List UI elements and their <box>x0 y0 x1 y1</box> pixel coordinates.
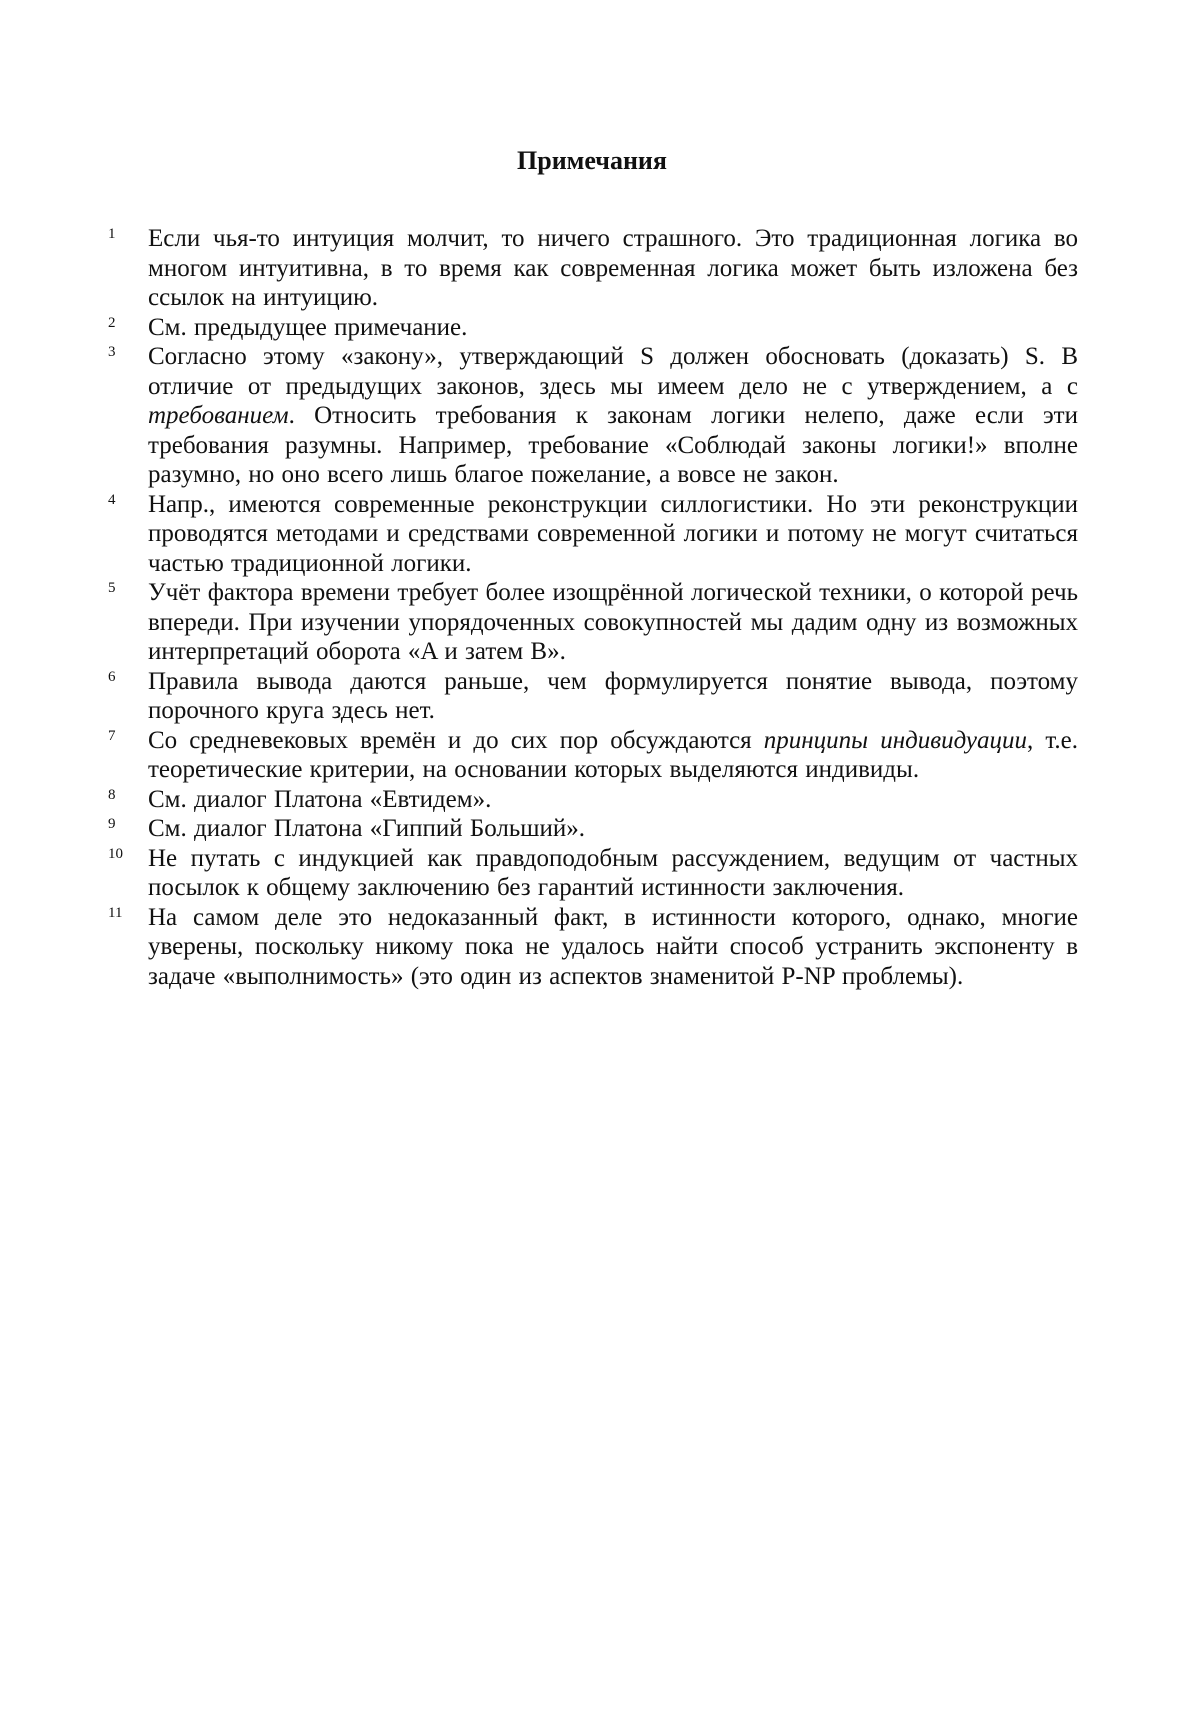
note-fragment: Не путать с индукцией как правдоподобным рассуждением, ведущим от частных посылок к общему заключению без гарантий истинности заключения. <box>148 844 1078 901</box>
note-fragment: Со средневековых времён и до сих пор обсуждаются <box>148 726 764 754</box>
note-item-2 <box>108 313 1078 343</box>
note-item-3 <box>108 342 1078 490</box>
note-item-5 <box>108 578 1078 667</box>
note-item-11 <box>108 903 1078 992</box>
note-emphasis: принципы индивидуации <box>763 726 1028 754</box>
note-number: 3 <box>108 344 116 360</box>
note-fragment: На самом деле это недоказанный факт, в истинности которого, однако, многие уверены, поскольку никому пока не удалось найти способ устранить экспоненту в задаче «выполнимость» (это один из аспектов знаменитой P-NP проблемы). <box>148 903 1078 990</box>
note-text <box>148 224 1078 313</box>
note-item-1 <box>108 224 1078 313</box>
note-fragment: См. предыдущее примечание. <box>148 313 468 341</box>
note-number: 11 <box>108 904 123 921</box>
note-fragment: Учёт фактора времени требует более изощрённой логической техники, о которой речь впереди. При изучении упорядоченных совокупностей мы дадим одну из возможных интерпретаций оборота «A и затем B». <box>148 579 1078 665</box>
note-text <box>148 313 1078 343</box>
note-number: 5 <box>108 580 116 596</box>
note-item-9 <box>108 814 1078 844</box>
note-text <box>148 726 1078 785</box>
page-title: Примечания <box>517 146 667 175</box>
note-fragment: . Относить требования к законам логики нелепо, даже если эти требования разумны. Например, требование «Соблюдай законы логики!» вполне разумно, но оно всего лишь благое пожелание, а вовсе не закон. <box>148 402 1078 488</box>
note-number: 6 <box>108 668 116 685</box>
note-item-7 <box>108 726 1078 785</box>
note-number: 1 <box>108 226 116 242</box>
note-item-8 <box>108 785 1078 815</box>
note-item-4 <box>108 490 1078 579</box>
note-number: 4 <box>108 491 116 508</box>
note-number: 2 <box>108 314 116 331</box>
note-number: 9 <box>108 816 116 832</box>
note-fragment: Напр., имеются современные реконструкции силлогистики. Но эти реконструкции проводятся методами и средствами современной логики и потому не могут считаться частью традиционной логики. <box>148 490 1078 577</box>
note-number: 8 <box>108 786 116 803</box>
note-emphasis: требованием <box>148 402 289 429</box>
note-text <box>148 903 1078 992</box>
note-text <box>148 490 1078 579</box>
note-text <box>148 785 1078 815</box>
note-item-10 <box>108 844 1078 903</box>
note-fragment: Согласно этому «закону», утверждающий S должен обосновать (доказать) S. В отличие от предыдущих законов, здесь мы имеем дело не с утверждением, а с <box>148 343 1078 400</box>
note-text <box>148 342 1078 490</box>
note-number: 7 <box>108 727 116 744</box>
note-fragment: Правила вывода даются раньше, чем формулируется понятие вывода, поэтому порочного круга здесь нет. <box>148 667 1078 724</box>
notes-list <box>108 224 1078 991</box>
note-text <box>148 814 1078 844</box>
note-fragment: См. диалог Платона «Евтидем». <box>148 785 492 813</box>
note-fragment: См. диалог Платона «Гиппий Больший». <box>148 815 585 842</box>
note-text <box>148 844 1078 903</box>
note-text <box>148 667 1078 726</box>
note-text <box>148 578 1078 667</box>
note-item-6 <box>108 667 1078 726</box>
note-number: 10 <box>108 845 123 862</box>
note-fragment: , т.е. теоретические критерии, на основании которых выделяются индивиды. <box>148 726 1078 783</box>
note-fragment: Если чья-то интуиция молчит, то ничего страшного. Это традиционная логика во многом интуитивна, в то время как современная логика может быть изложена без ссылок на интуицию. <box>148 225 1078 311</box>
